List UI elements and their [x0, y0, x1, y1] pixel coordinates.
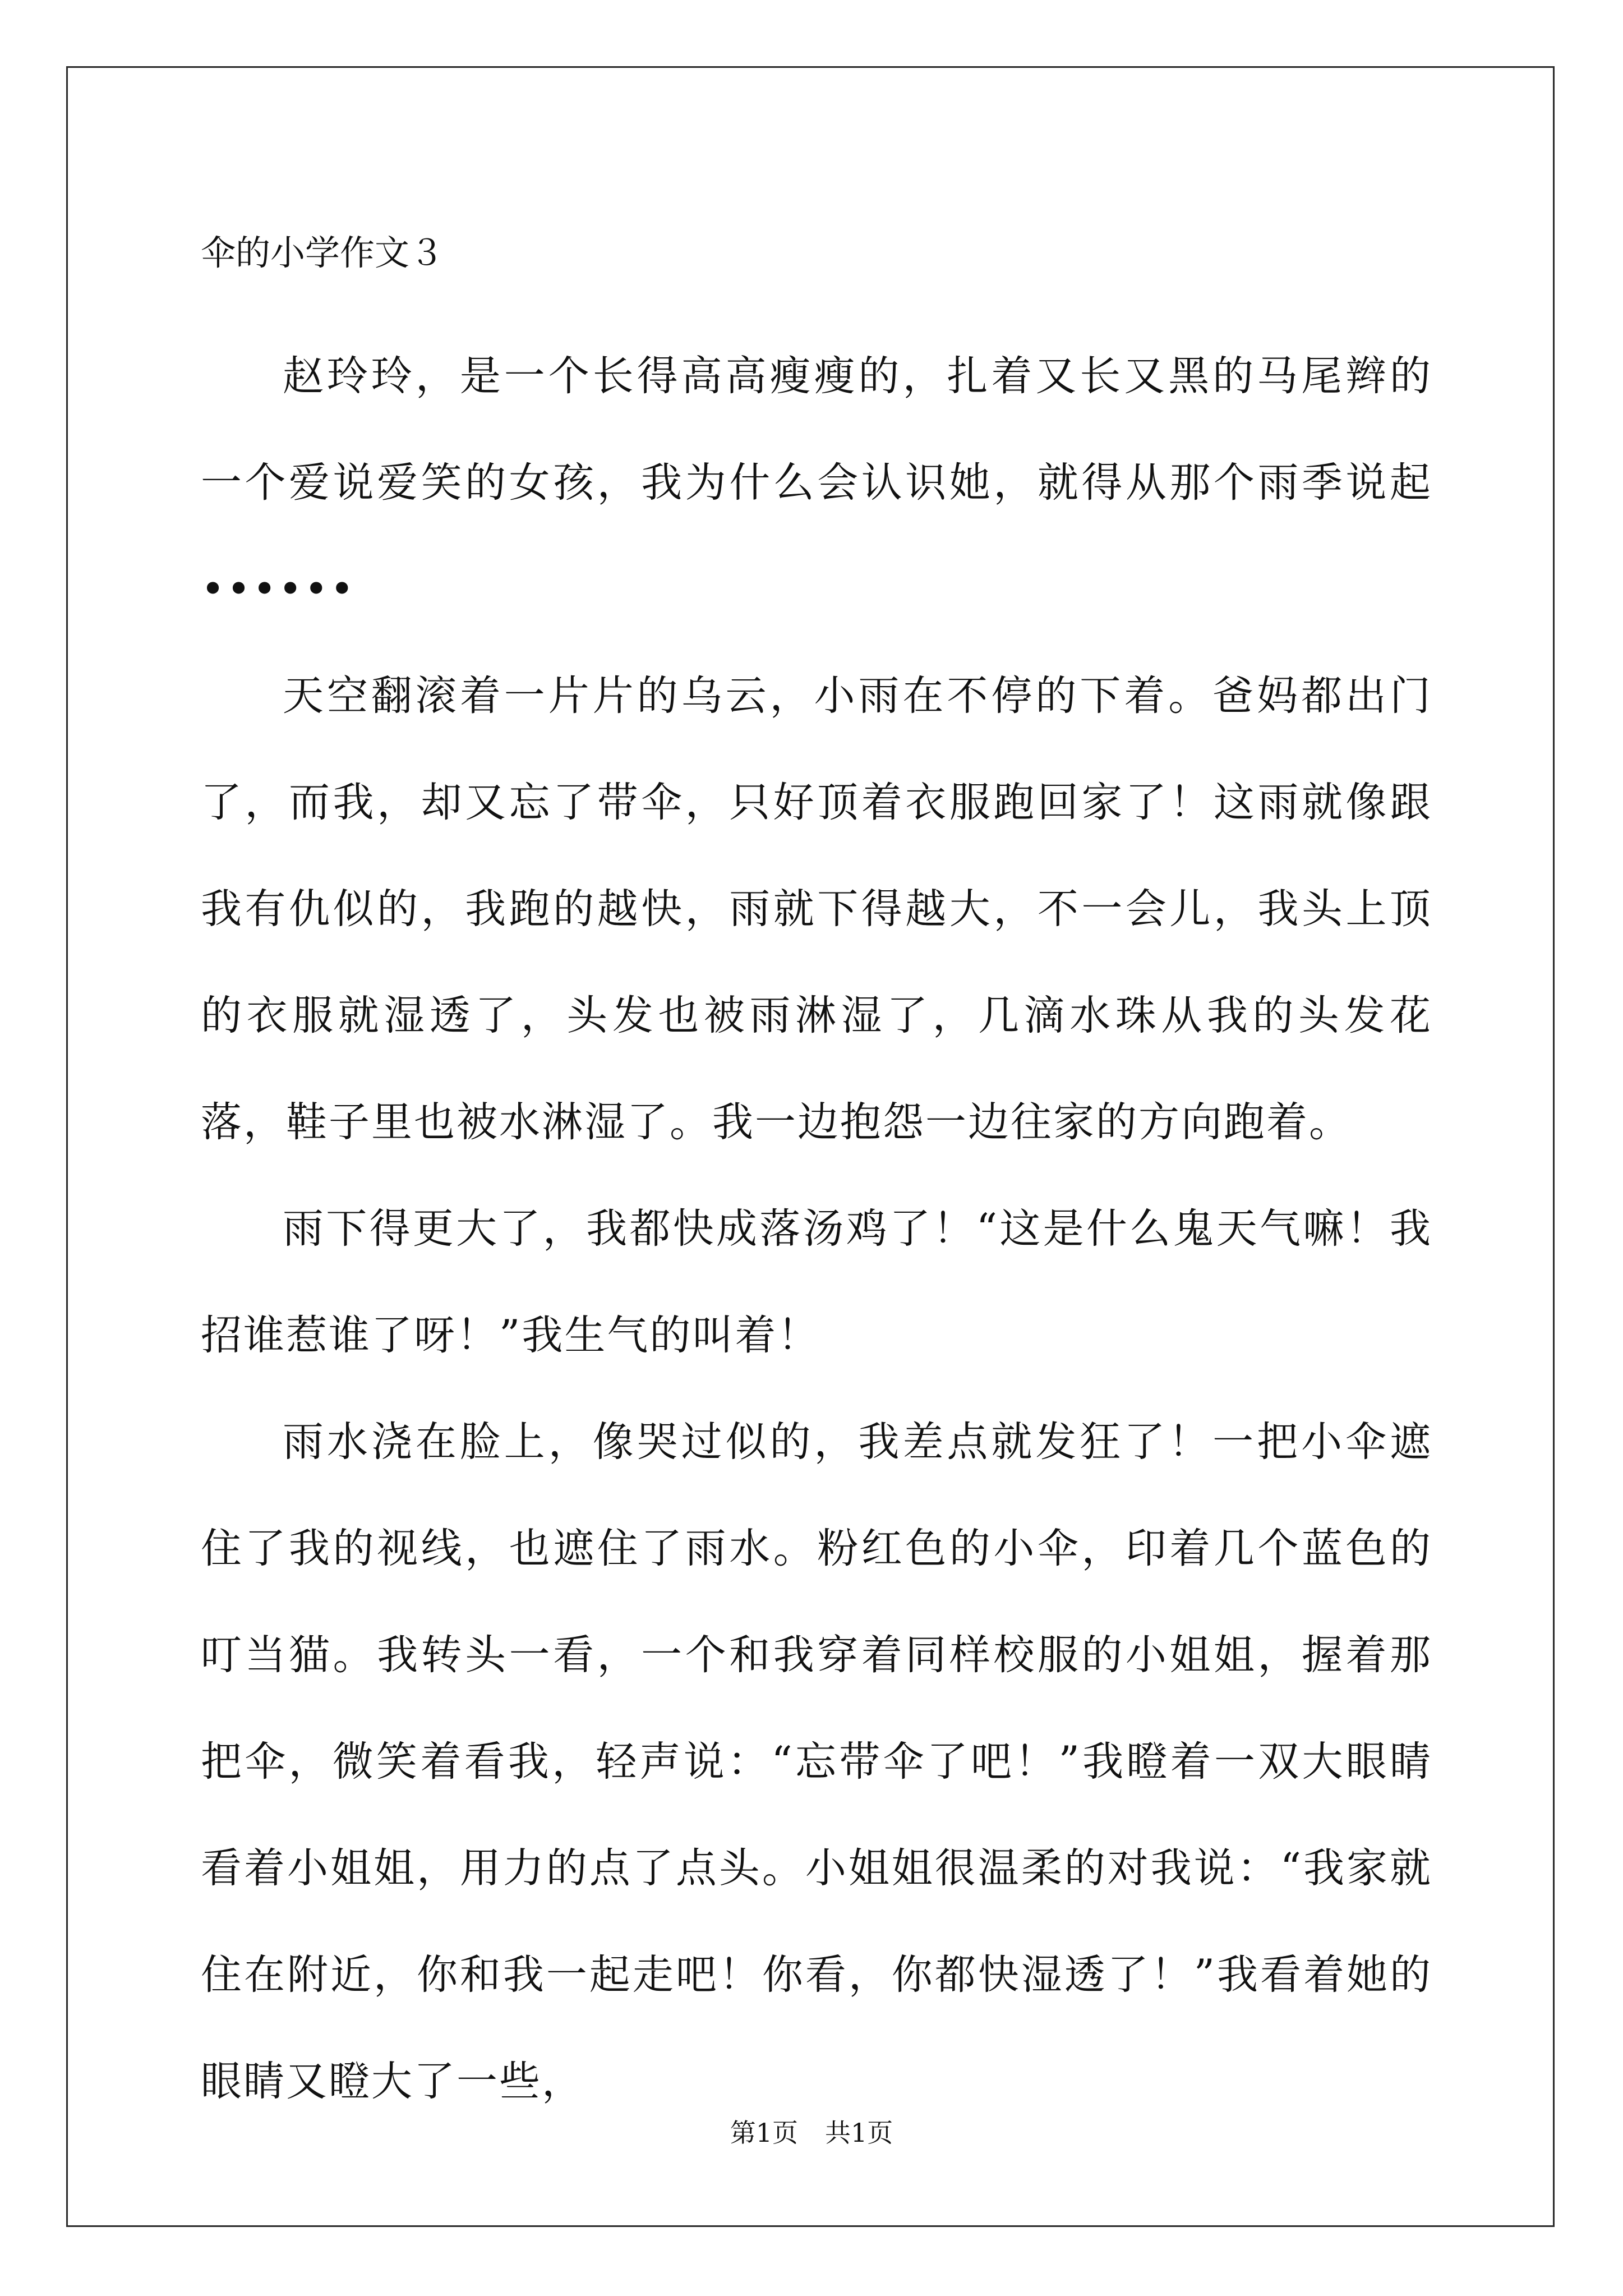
paragraph-1: 赵玲玲，是一个长得高高瘦瘦的，扎着又长又黑的马尾辫的一个爱说爱笑的女孩，我为什么会认识她，就得从那个雨季说起••••••: [201, 352, 1432, 613]
paragraph-2: 天空翻滚着一片片的乌云，小雨在不停的下着。爸妈都出门了，而我，却又忘了带伞，只好顶着衣服跑回家了！这雨就像跟我有仇似的，我跑的越快，雨就下得越大，不一会儿，我头上顶的衣服就湿透了，头发也被雨淋湿了，几滴水珠从我的头发花落，鞋子里也被水淋湿了。我一边抱怨一边往家的方向跑着。: [201, 672, 1432, 1146]
page-number-current: 第1页: [730, 2118, 798, 2148]
page-footer: [0, 2116, 1623, 2150]
page-number-total: 共1页: [825, 2118, 893, 2148]
document-body: [201, 218, 1432, 2135]
document-title: 伞的小学作文３: [201, 232, 445, 273]
paragraph-4: 雨水浇在脸上，像哭过似的，我差点就发狂了！一把小伞遮住了我的视线，也遮住了雨水。粉红色的小伞，印着几个蓝色的叮当猫。我转头一看，一个和我穿着同样校服的小姐姐，握着那把伞，微笑着看我，轻声说：“忘带伞了吧！”我瞪着一双大眼睛看着小姐姐，用力的点了点头。小姐姐很温柔的对我说：“我家就住在附近，你和我一起走吧！你看，你都快湿透了！”我看着她的眼睛又瞪大了一些，: [201, 1418, 1432, 2105]
paragraph-3: 雨下得更大了，我都快成落汤鸡了！“这是什么鬼天气嘛！我招谁惹谁了呀！”我生气的叫着！: [201, 1205, 1432, 1359]
